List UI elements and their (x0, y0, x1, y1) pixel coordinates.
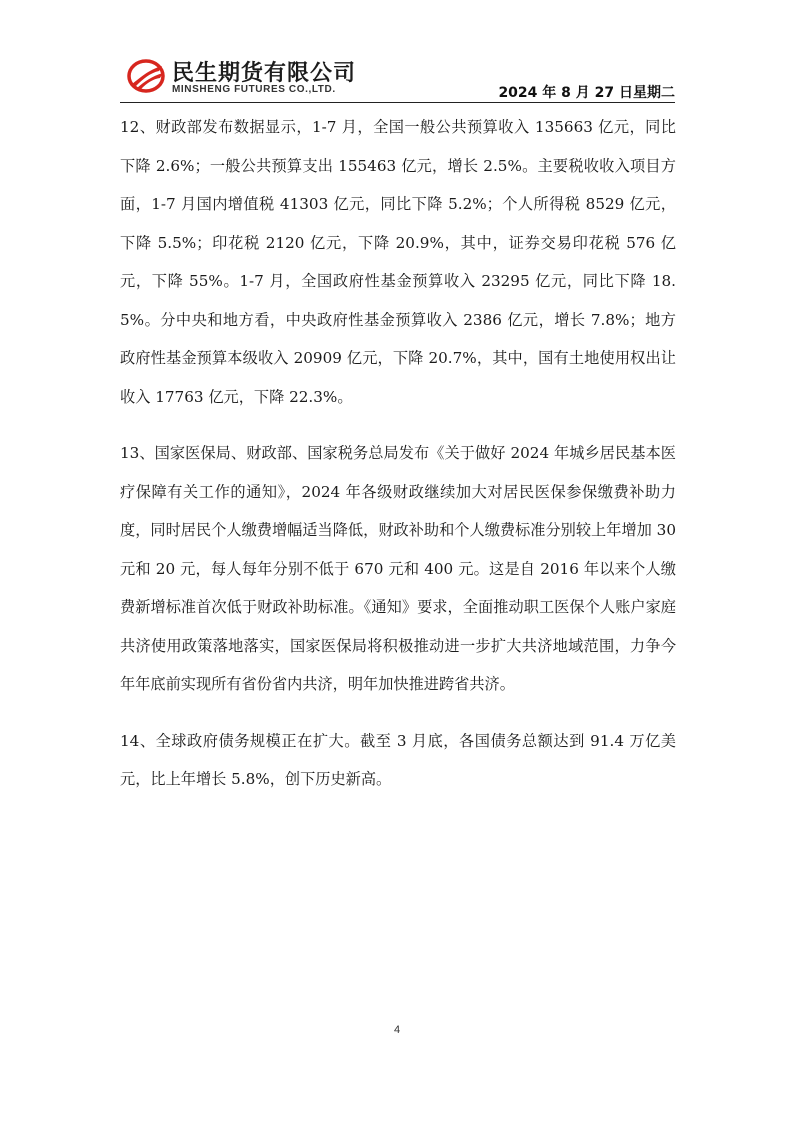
company-name-cn: 民生期货有限公司 (172, 61, 357, 86)
minsheng-logo-icon (126, 58, 166, 94)
page-header (120, 52, 675, 104)
page-number: 4 (393, 1024, 401, 1036)
paragraph-14: 14、全球政府债务规模正在扩大。截至 3 月底，各国债务总额达到 91.4 万亿美元，比上年增长 5.8%，创下历史新高。 (120, 731, 676, 788)
company-logo (120, 52, 370, 100)
document-body (120, 108, 676, 817)
paragraph-13: 13、国家医保局、财政部、国家税务总局发布《关于做好 2024 年城乡居民基本医疗保障有关工作的通知》，2024 年各级财政继续加大对居民医保参保缴费补助力度，同时居民个人缴费增幅适当降低，财政补助和个人缴费标准分别较上年增加 30 元和 20 元，每人每年分别不低于 670 元和 400 元。这是自 2016 年以来个人缴费新增标准首次低于财政补助标准。《通知》要求，全面推动职工医保个人账户家庭共济使用政策落地落实，国家医保局将积极推动进一步扩大共济地域范围，力争今年年底前实现所有省份省内共济，明年加快推进跨省共济。 (120, 444, 676, 693)
company-name-en: MINSHENG FUTURES CO.,LTD. (172, 84, 336, 95)
header-divider (120, 102, 675, 103)
header-date: 2024 年 8 月 27 日星期二 (498, 85, 675, 101)
paragraph-12: 12、财政部发布数据显示，1-7 月，全国一般公共预算收入 135663 亿元，同比下降 2.6%；一般公共预算支出 155463 亿元，增长 2.5%。主要税收收入项目方面，1-7 月国内增值税 41303 亿元，同比下降 5.2%；个人所得税 8529 亿元，下降 5.5%；印花税 2120 亿元，下降 20.9%，其中，证券交易印花税 576 亿元，下降 55%。1-7 月，全国政府性基金预算收入 23295 亿元，同比下降 18.5%。分中央和地方看，中央政府性基金预算收入 2386 亿元，增长 7.8%；地方政府性基金预算本级收入 20909 亿元，下降 20.7%，其中，国有土地使用权出让收入 17763 亿元，下降 22.3%。 (120, 118, 676, 406)
